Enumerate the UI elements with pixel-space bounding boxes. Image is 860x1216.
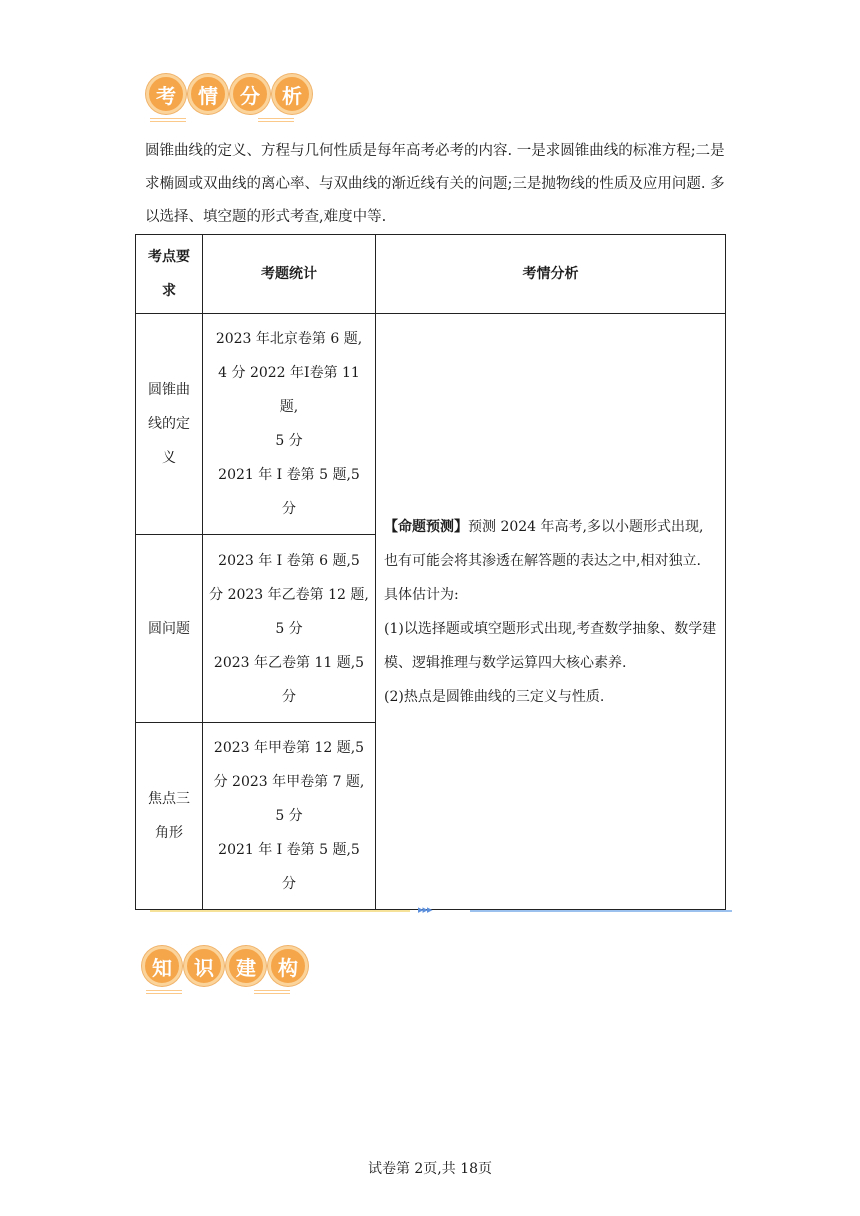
table-header-row (136, 235, 726, 314)
analysis-point: (1)以选择题或填空题形式出现,考查数学抽象、数学建模、逻辑推理与数学运算四大核心素养. (384, 620, 717, 671)
stats-cell (203, 535, 376, 723)
stats-line: 分 (282, 501, 296, 517)
stats-line: 2023 年乙卷第 11 题,5 (213, 654, 365, 671)
stats-line: 5 分 (275, 620, 303, 637)
heading-underline (254, 990, 290, 996)
heading-badge: 情 (188, 74, 228, 114)
stats-line: 2023 年北京卷第 6 题, (215, 331, 363, 347)
page-footer: 试卷第 2页,共 18页 (367, 1161, 493, 1177)
analysis-point: (2)热点是圆锥曲线的三定义与性质. (384, 688, 605, 705)
stats-line: 2021 年 I 卷第 5 题,5 (218, 467, 360, 483)
stats-line: 5 分 (275, 433, 303, 449)
header-analysis: 考情分析 (376, 235, 726, 314)
heading-badge: 建 (226, 946, 266, 986)
stats-line: 5 分 (275, 808, 303, 824)
stats-cell (203, 723, 376, 910)
prediction-lead: 预测 2024 年高考,多以小题形式出现,也有可能会将其渗透在解答题的表达之中,相对独立. 具体估计为: (384, 518, 704, 603)
stats-line: 4 分 2022 年I卷第 11 题, (218, 365, 360, 415)
exam-analysis-table (135, 234, 726, 910)
stats-line: 2021 年 I 卷第 5 题,5 (218, 842, 360, 858)
stats-cell (203, 314, 376, 535)
table-row (136, 314, 726, 535)
stats-line: 2023 年甲卷第 12 题,5 (213, 740, 365, 756)
analysis-cell (376, 314, 726, 910)
stats-line: 2023 年 I 卷第 6 题,5 (218, 552, 360, 569)
heading-underline (258, 118, 294, 124)
analysis-prediction (384, 510, 717, 612)
intro-paragraph: 圆锥曲线的定义、方程与几何性质是每年高考必考的内容. 一是求圆锥曲线的标准方程;二是求椭圆或双曲线的离心率、与双曲线的渐近线有关的问题;三是抛物线的性质及应用问题. 多以选择、填空题的形式考查,难度中等. (145, 143, 725, 225)
heading-badge: 识 (184, 946, 224, 986)
section-heading-knowledge-structure (142, 946, 308, 986)
section-heading-exam-analysis (146, 74, 312, 114)
heading-badge: 分 (230, 74, 270, 114)
category-cell: 圆问题 (136, 535, 203, 723)
divider-line-right (470, 910, 732, 912)
heading-badge: 考 (146, 74, 186, 114)
divider-arrows-icon: ▸▸▸ (418, 903, 432, 916)
divider-line-left (150, 910, 410, 912)
category-cell: 焦点三角形 (136, 723, 203, 910)
stats-line: 分 (282, 688, 296, 705)
header-question-stats: 考题统计 (203, 235, 376, 314)
prediction-tag: 【命题预测】 (384, 518, 468, 535)
stats-line: 分 2023 年乙卷第 12 题, (209, 586, 369, 603)
heading-underline (150, 118, 186, 124)
heading-badge: 析 (272, 74, 312, 114)
heading-underline (146, 990, 182, 996)
stats-line: 分 2023 年甲卷第 7 题, (213, 774, 365, 790)
heading-badge: 构 (268, 946, 308, 986)
heading-badge: 知 (142, 946, 182, 986)
stats-line: 分 (282, 876, 296, 892)
category-cell: 圆锥曲线的定义 (136, 314, 203, 535)
header-exam-point: 考点要求 (136, 235, 203, 314)
